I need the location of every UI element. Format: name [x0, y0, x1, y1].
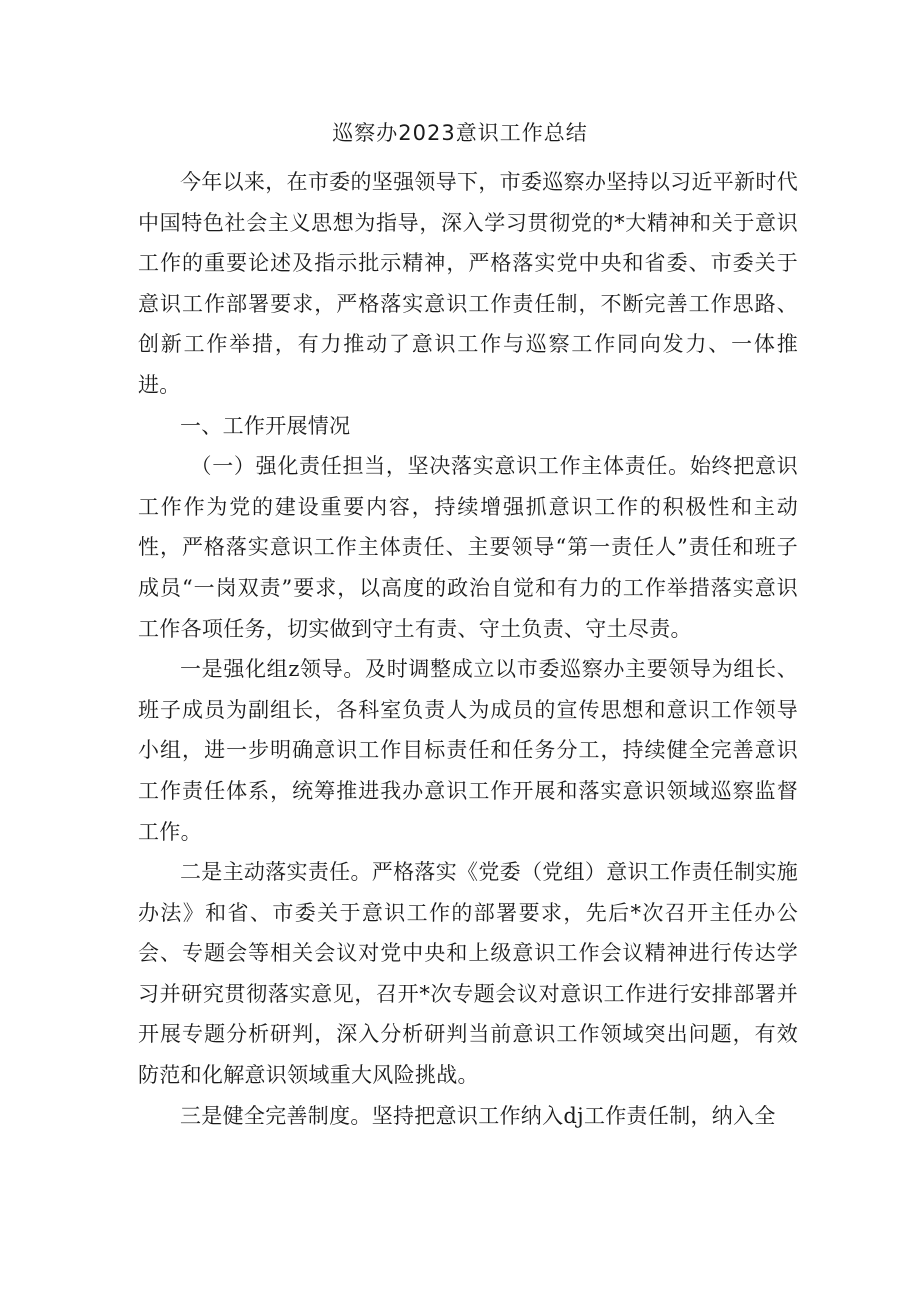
document-body	[138, 162, 798, 1136]
document-title: 巡察办2023意识工作总结	[332, 121, 588, 145]
paragraph-improve-system: 三是健全完善制度。坚持把意识工作纳入dj工作责任制，纳入全	[180, 1103, 776, 1128]
paragraph-leadership: 一是强化组z领导。及时调整成立以市委巡察办主要领导为组长、班子成员为副组长，各科室负责人为成员的宣传思想和意识工作领导小组，进一步明确意识工作目标责任和任务分工，持续健全完善意识工作责任体系，统筹推进我办意识工作开展和落实意识领域巡察监督工作。	[138, 657, 798, 844]
section-heading-work-progress: 一、工作开展情况	[180, 413, 351, 438]
intro-paragraph: 今年以来，在市委的坚强领导下，市委巡察办坚持以习近平新时代中国特色社会主义思想为指导，深入学习贯彻党的*大精神和关于意识工作的重要论述及指示批示精神，严格落实党中央和省委、市委关于意识工作部署要求，严格落实意识工作责任制，不断完善工作思路、创新工作举措，有力推动了意识工作与巡察工作同向发力、一体推进。	[138, 170, 798, 397]
paragraph-implement-responsibility: 二是主动落实责任。严格落实《党委（党组）意识工作责任制实施办法》和省、市委关于意识工作的部署要求，先后*次召开主任办公会、专题会等相关会议对党中央和上级意识工作会议精神进行传达学习并研究贯彻落实意见，召开*次专题会议对意识工作进行安排部署并开展专题分析研判，深入分析研判当前意识工作领域突出问题，有效防范和化解意识领域重大风险挑战。	[138, 860, 798, 1088]
subsection-paragraph-responsibility: （一）强化责任担当，坚决落实意识工作主体责任。始终把意识工作作为党的建设重要内容，持续增强抓意识工作的积极性和主动性，严格落实意识工作主体责任、主要领导“第一责任人”责任和班子成员“一岗双责”要求，以高度的政治自觉和有力的工作举措落实意识工作各项任务，切实做到守土有责、守土负责、守土尽责。	[138, 454, 798, 641]
